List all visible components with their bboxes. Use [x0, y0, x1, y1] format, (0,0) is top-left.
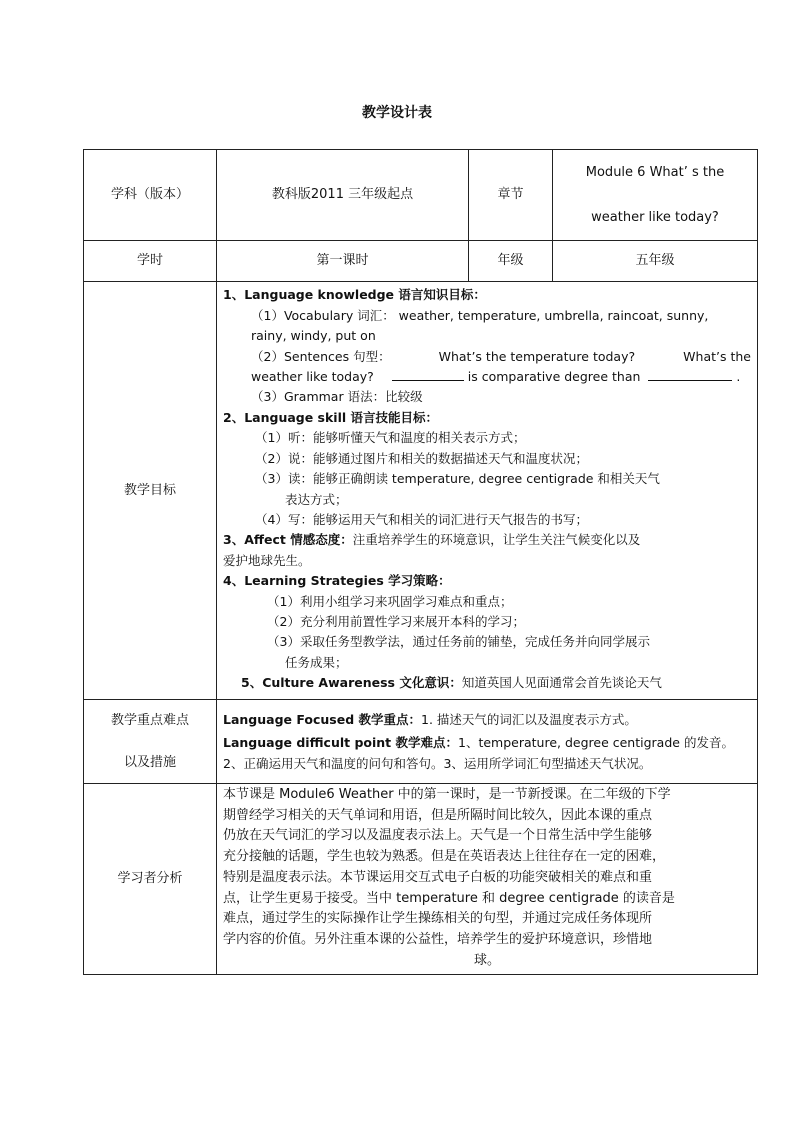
grade-value: 五年级: [553, 241, 758, 282]
focus-text: 1. 描述天气的词汇以及温度表示方式。: [421, 711, 637, 727]
row-analysis: [84, 784, 758, 975]
subject-value: 教科版2011 三年级起点: [217, 150, 469, 241]
keypoints-label-line-1: 教学重点难点: [110, 712, 189, 728]
analysis-line: 球。: [473, 952, 500, 968]
period-label: 学时: [84, 241, 217, 282]
focus-line: [223, 710, 751, 731]
objective-line: 爱护地球先生。: [223, 552, 311, 568]
analysis-line: 特别是温度表示法。本节课运用交互式电子白板的功能突破相关的难点和重: [223, 869, 653, 885]
objective-heading-strategies: 4、Learning Strategies 学习策略：: [223, 573, 451, 589]
difficult-line: [223, 733, 751, 754]
objective-line: [223, 367, 751, 387]
affect-text: 注重培养学生的环境意识，让学生关注气候变化以及: [352, 532, 641, 548]
teaching-design-table: [83, 149, 758, 975]
objectives-content: [217, 282, 758, 700]
culture-text: 知道英国人见面通常会首先谈论天气: [461, 675, 662, 691]
analysis-label: 学习者分析: [84, 784, 217, 975]
chapter-line-2: weather like today?: [591, 210, 719, 225]
sentence-3-end: .: [736, 369, 741, 385]
grade-label: 年级: [469, 241, 553, 282]
objective-line: （3）Grammar 语法：比较级: [251, 389, 423, 405]
sentence-3: is comparative degree than: [467, 369, 641, 385]
keypoints-label-line-2: 以及措施: [123, 754, 176, 770]
keypoints-content: [217, 700, 758, 784]
analysis-line: 难点，通过学生的实际操作让学生操练相关的句型，并通过完成任务体现所: [223, 911, 653, 927]
objective-line: （4）写：能够运用天气和相关的词汇进行天气报告的书写；: [255, 511, 588, 527]
row-keypoints: [84, 700, 758, 784]
analysis-content: [217, 784, 758, 975]
analysis-line: 充分接触的话题，学生也较为熟悉。但是在英语表达上往往存在一定的困难，: [223, 849, 666, 865]
sentence-1: What’s the temperature today?: [438, 348, 636, 364]
period-value: 第一课时: [217, 241, 469, 282]
chapter-value: [553, 150, 758, 241]
analysis-line: 学内容的价值。另外注重本课的公益性，培养学生的爱护环境意识，珍惜地: [223, 931, 653, 947]
blank-line-1: [392, 367, 464, 381]
difficult-text: 1、temperature, degree centigrade 的发音。: [458, 735, 734, 751]
row-subject: [84, 150, 758, 241]
chapter-line-1: Module 6 What’ s the: [585, 165, 725, 180]
culture-heading: 5、Culture Awareness 文化意识：: [241, 675, 462, 691]
objective-line-culture: [223, 673, 751, 693]
analysis-line: 本节课是 Module6 Weather 中的第一课时，是一节新授课。在二年级的下学: [223, 787, 671, 802]
sentences-label: （2）Sentences 句型：: [251, 348, 391, 364]
analysis-line: 期曾经学习相关的天气单词和用语，但是所隔时间比较久，因此本课的重点: [223, 807, 653, 823]
objective-line: （1）听：能够听懂天气和温度的相关表示方式；: [255, 430, 526, 446]
objective-line: （3）采取任务型教学法，通过任务前的铺垫，完成任务并向同学展示: [267, 634, 650, 650]
keypoints-label: [84, 700, 217, 784]
analysis-line: 仍放在天气词汇的学习以及温度表示法上。天气是一个日常生活中学生能够: [223, 828, 653, 844]
keypoints-line-3: 2、正确运用天气和温度的问句和答句。3、运用所学词汇句型描述天气状况。: [223, 755, 652, 771]
objective-line: rainy, windy, put on: [251, 328, 376, 344]
objective-line: 任务成果；: [285, 654, 348, 670]
subject-label: 学科（版本）: [84, 150, 217, 241]
objective-line: （1）Vocabulary 词汇： weather, temperature, umbrella, raincoat, sunny,: [251, 307, 709, 323]
objective-line: [223, 347, 751, 367]
objective-heading-skill: 2、Language skill 语言技能目标：: [223, 409, 439, 425]
sentence-2b: weather like today?: [251, 369, 374, 385]
focus-heading: Language Focused 教学重点：: [223, 711, 422, 727]
row-objectives: [84, 282, 758, 700]
difficult-heading: Language difficult point 教学难点：: [223, 735, 458, 751]
objective-line: （2）说：能够通过图片和相关的数据描述天气和温度状况；: [255, 450, 588, 466]
objective-line: （3）读：能够正确朗读 temperature, degree centigrade 和相关天气: [255, 471, 660, 487]
row-period: [84, 241, 758, 282]
page-title: 教学设计表: [362, 105, 432, 121]
sentence-2a: What’s the: [683, 348, 751, 364]
blank-line-2: [648, 367, 732, 381]
objectives-label: 教学目标: [84, 282, 217, 700]
objective-line: （1）利用小组学习来巩固学习难点和重点；: [267, 593, 513, 609]
analysis-line: 点，让学生更易于接受。当中 temperature 和 degree centigrade 的读音是: [223, 890, 675, 906]
affect-heading: 3、Affect 情感态度：: [223, 532, 353, 548]
objective-heading-knowledge: 1、Language knowledge 语言知识目标：: [223, 287, 486, 303]
objective-line: 表达方式；: [285, 491, 348, 507]
objective-line-affect: [223, 530, 751, 550]
objective-line: （2）充分利用前置性学习来展开本科的学习；: [267, 613, 525, 629]
chapter-label: 章节: [469, 150, 553, 241]
